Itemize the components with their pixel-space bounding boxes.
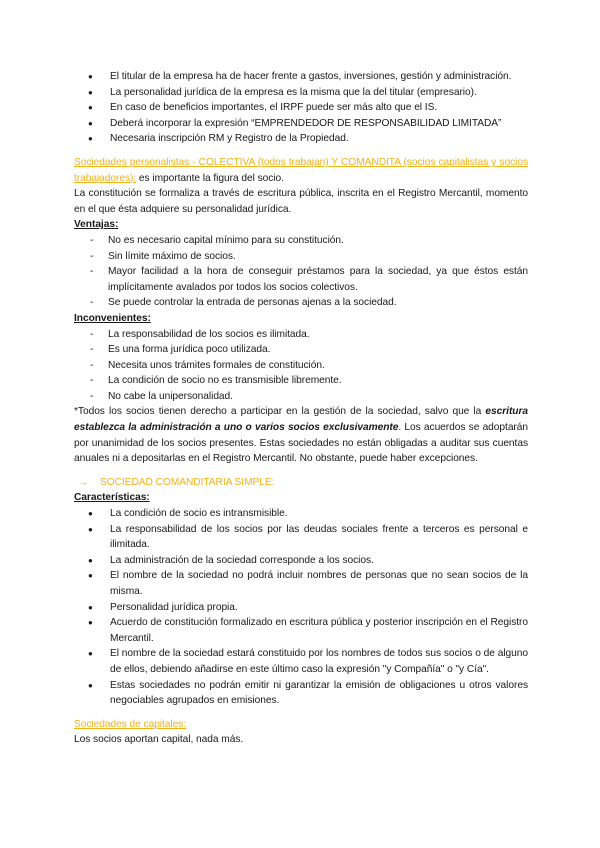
personalistas-heading-line [74,155,528,186]
comanditaria-heading: SOCIEDAD COMANDITARIA SIMPLE: [100,476,275,488]
inconvenientes-title: Inconvenientes: [74,312,151,324]
ventajas-list [74,233,528,311]
arrow-right-icon: → [78,476,89,488]
caracteristicas-list [74,506,528,709]
list-item: - Es una forma jurídica poco utilizada. [74,342,528,358]
capitales-heading: Sociedades de capitales: [74,718,187,730]
personalistas-heading-tail: es importante la figura del socio. [136,172,284,184]
note-text-start: *Todos los socios tienen derecho a participar en la gestión de la sociedad, salvo que la [74,406,486,418]
list-item: ● En caso de beneficios importantes, el IRPF puede ser más alto que el IS. [74,100,528,116]
list-item: - Sin límite máximo de socios. [74,249,528,265]
list-item: ● Necesaria inscripción RM y Registro de la Propiedad. [74,131,528,147]
list-item: ● La responsabilidad de los socios por las deudas sociales frente a terceros es personal e ilimitada. [74,522,528,553]
personalistas-intro: La constitución se formaliza a través de escritura pública, inscrita en el Registro Mercantil, momento en el que ésta adquiere su personalidad jurídica. [74,188,528,215]
list-item: ● La condición de socio es intransmisible. [74,506,528,522]
comanditaria-heading-line [74,475,528,491]
list-item: ● El nombre de la sociedad no podrá incluir nombres de personas que no sean socios de la misma. [74,568,528,599]
list-item: - La condición de socio no es transmisible libremente. [74,373,528,389]
list-item: - Necesita unos trámites formales de constitución. [74,358,528,374]
note-text-emphasis: escritura establezca la administración a uno o varios socios exclusivamente [74,406,528,434]
list-item: - Mayor facilidad a la hora de conseguir préstamos para la sociedad, ya que éstos están implícitamente avalados por todos los socios colectivos. [74,264,528,295]
list-item: ● Deberá incorporar la expresión “EMPRENDEDOR DE RESPONSABILIDAD LIMITADA” [74,116,528,132]
personalistas-heading: Sociedades personalistas - COLECTIVA (todos trabajan) Y COMANDITA (socios capitalistas y socios trabajadores): [74,156,528,184]
list-item: ● Personalidad jurídica propia. [74,600,528,616]
note-text-end: . Los acuerdos se adoptarán por unanimidad de los socios presentes. Estas sociedades no están obligadas a auditar sus cuentas anuales ni a depositarlas en el Registro Mercantil. No obstante, puede haber excepciones. [74,422,529,465]
list-item: ● El nombre de la sociedad estará constituido por los nombres de todos sus socios o de alguno de ellos, debiendo añadirse en este último caso la expresión "y Compañía" o "y Cía". [74,646,528,677]
personalistas-note [74,404,528,466]
capitales-text: Los socios aportan capital, nada más. [74,734,244,746]
list-item: - No cabe la unipersonalidad. [74,389,528,405]
list-item: ● Acuerdo de constitución formalizado en escritura pública y posterior inscripción en el Registro Mercantil. [74,615,528,646]
list-item: ● La personalidad jurídica de la empresa es la misma que la del titular (empresario). [74,85,528,101]
top-bullet-list [74,69,528,147]
list-item: - Se puede controlar la entrada de personas ajenas a la sociedad. [74,295,528,311]
list-item: ● Estas sociedades no podrán emitir ni garantizar la emisión de obligaciones u otros valores negociables agrupados en emisiones. [74,678,528,709]
list-item: - No es necesario capital mínimo para su constitución. [74,233,528,249]
inconvenientes-list [74,327,528,405]
caracteristicas-title: Características: [74,492,150,504]
ventajas-title: Ventajas: [74,219,119,231]
list-item: - La responsabilidad de los socios es ilimitada. [74,327,528,343]
list-item: ● La administración de la sociedad corresponde a los socios. [74,553,528,569]
list-item: ● El titular de la empresa ha de hacer frente a gastos, inversiones, gestión y administración. [74,69,528,85]
